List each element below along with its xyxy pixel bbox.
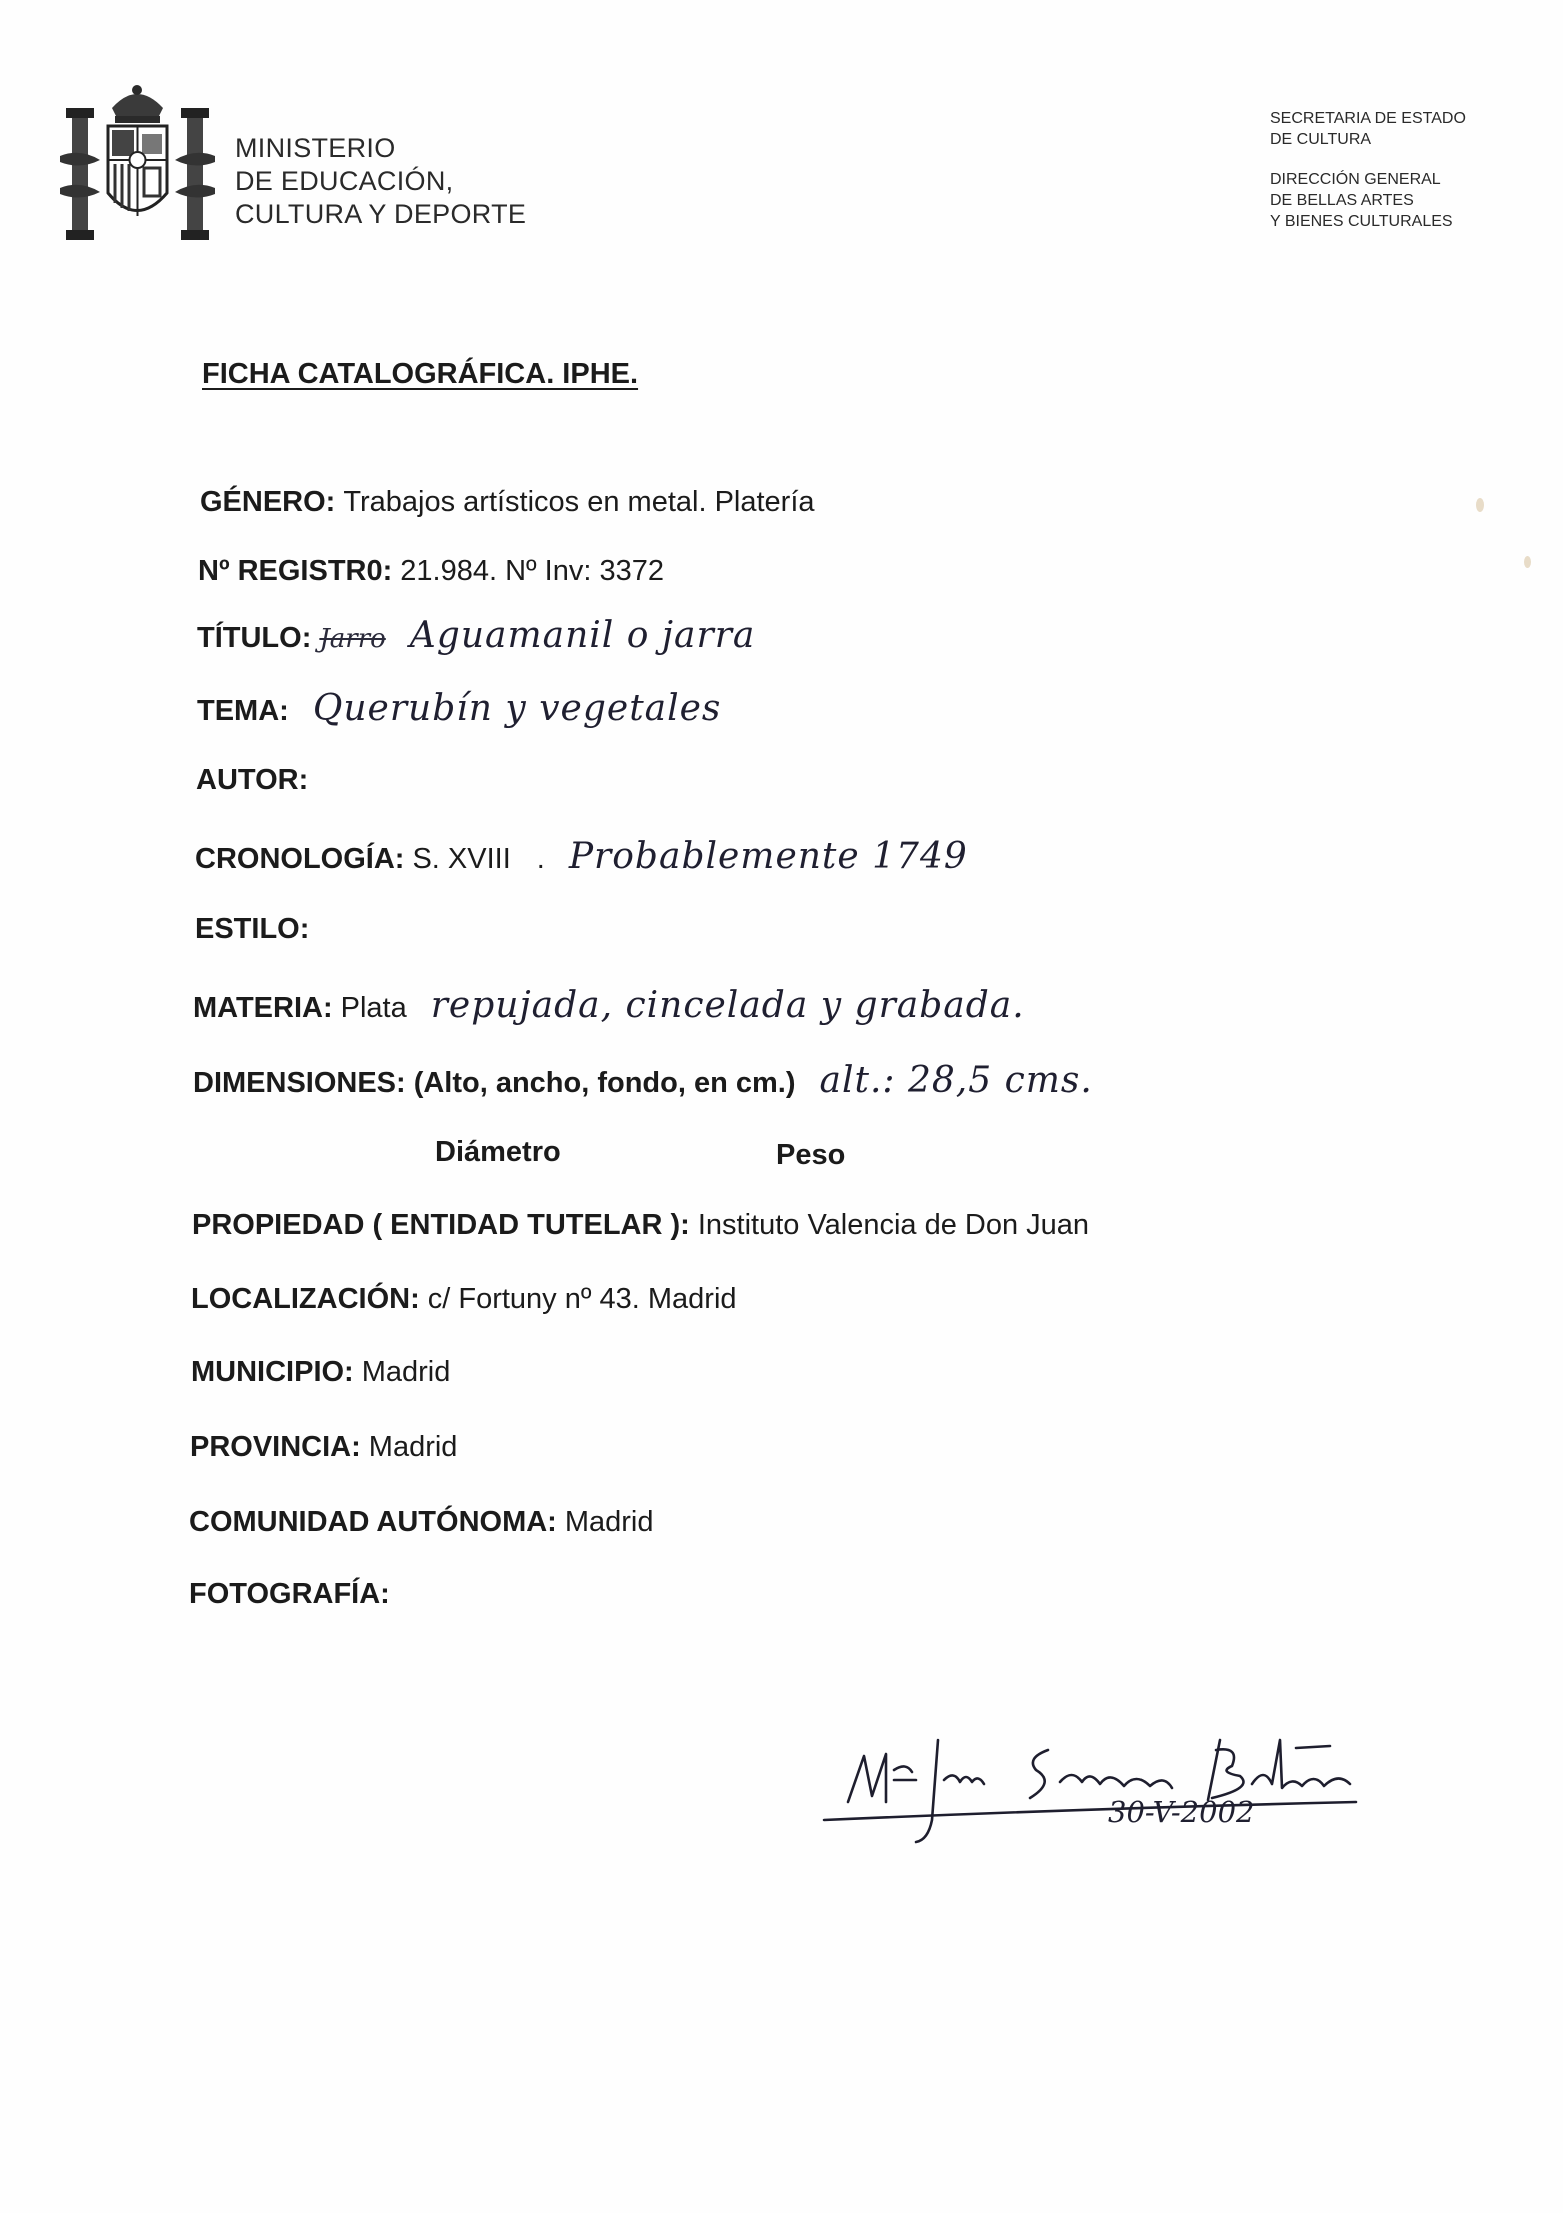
registro-label: Nº REGISTR0:: [198, 555, 393, 587]
materia-handwritten: repujada, cincelada y grabada.: [430, 985, 1025, 1026]
genero-value: Trabajos artísticos en metal. Platería: [343, 486, 815, 518]
field-localizacion: [191, 1283, 737, 1316]
document-title: FICHA CATALOGRÁFICA. IPHE.: [202, 358, 639, 390]
field-fotografia: [189, 1578, 390, 1611]
paper-speck: [1524, 556, 1531, 568]
provincia-label: PROVINCIA:: [190, 1431, 361, 1463]
localizacion-value: c/ Fortuny nº 43. Madrid: [427, 1283, 737, 1315]
cronologia-label: CRONOLOGÍA:: [195, 843, 405, 875]
field-dimensiones: [193, 1060, 1093, 1101]
field-propiedad: [192, 1209, 1089, 1242]
field-cronologia: [195, 836, 968, 877]
dimensiones-label: DIMENSIONES:: [193, 1067, 406, 1099]
titulo-handwritten: Aguamanil o jarra: [409, 615, 756, 656]
direccion-line-2: DE BELLAS ARTES: [1270, 192, 1414, 209]
field-registro: [198, 555, 664, 588]
dimensiones-units: (Alto, ancho, fondo, en cm.): [413, 1067, 796, 1099]
peso-label: Peso: [776, 1139, 846, 1171]
municipio-value: Madrid: [361, 1356, 451, 1388]
registro-value: 21.984. Nº Inv: 3372: [400, 555, 664, 587]
comunidad-value: Madrid: [564, 1506, 654, 1538]
field-comunidad: [189, 1506, 653, 1539]
fotografia-label: FOTOGRAFÍA:: [189, 1578, 390, 1610]
diametro-label: Diámetro: [435, 1136, 561, 1168]
materia-label: MATERIA:: [193, 992, 333, 1024]
genero-label: GÉNERO:: [200, 486, 336, 518]
estilo-label: ESTILO:: [195, 913, 310, 945]
field-tema: [197, 688, 721, 729]
field-materia: [193, 985, 1025, 1026]
direccion-block: [1270, 169, 1466, 232]
provincia-value: Madrid: [368, 1431, 458, 1463]
autor-label: AUTOR:: [196, 764, 309, 796]
dimensiones-handwritten: alt.: 28,5 cms.: [819, 1060, 1093, 1101]
titulo-label: TÍTULO:: [197, 622, 312, 654]
direccion-line-3: Y BIENES CULTURALES: [1270, 213, 1453, 230]
cronologia-handwritten: Probablemente 1749: [568, 836, 968, 877]
ministry-line-2: DE EDUCACIÓN,: [235, 166, 454, 196]
handwritten-signature: [820, 1710, 1380, 1850]
secretaria-line-1: SECRETARIA DE ESTADO: [1270, 110, 1466, 127]
localizacion-label: LOCALIZACIÓN:: [191, 1283, 420, 1315]
propiedad-value: Instituto Valencia de Don Juan: [697, 1209, 1090, 1241]
tema-handwritten: Querubín y vegetales: [312, 688, 722, 729]
field-genero: [200, 486, 815, 519]
ministry-name: [235, 132, 526, 231]
field-autor: [196, 764, 308, 797]
ministry-line-1: MINISTERIO: [235, 133, 396, 163]
cronologia-separator: .: [536, 843, 545, 875]
field-titulo: [197, 615, 755, 656]
municipio-label: MUNICIPIO:: [191, 1356, 354, 1388]
coat-of-arms-emblem: [60, 78, 215, 248]
field-provincia: [190, 1431, 457, 1464]
field-municipio: [191, 1356, 450, 1389]
paper-speck: [1476, 498, 1484, 512]
comunidad-label: COMUNIDAD AUTÓNOMA:: [189, 1506, 557, 1538]
direccion-line-1: DIRECCIÓN GENERAL: [1270, 171, 1441, 188]
cronologia-value: S. XVIII: [412, 843, 511, 875]
field-estilo: [195, 913, 309, 946]
secretaria-line-2: DE CULTURA: [1270, 131, 1372, 148]
secretaria-block: [1270, 108, 1466, 150]
titulo-struck-text: Jarro: [319, 624, 386, 654]
signature-date: 30-V-2002: [1108, 1795, 1255, 1829]
propiedad-label: PROPIEDAD ( ENTIDAD TUTELAR ):: [192, 1209, 690, 1241]
tema-label: TEMA:: [197, 695, 289, 727]
materia-value: Plata: [340, 992, 407, 1024]
ministry-line-3: CULTURA Y DEPORTE: [235, 199, 527, 229]
department-header: [1270, 108, 1466, 251]
